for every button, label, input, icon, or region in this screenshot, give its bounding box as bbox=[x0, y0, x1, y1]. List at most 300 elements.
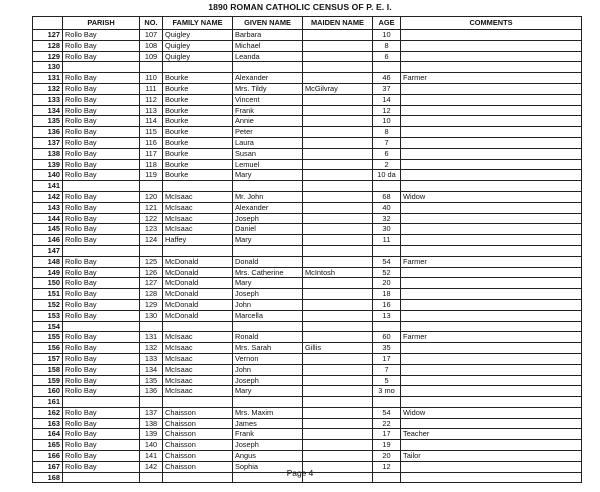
given-name-cell: Angus bbox=[233, 451, 303, 462]
comments-cell: Widow bbox=[401, 191, 582, 202]
table-row bbox=[33, 170, 582, 181]
no-cell: 134 bbox=[140, 364, 163, 375]
line-number: 143 bbox=[33, 202, 63, 213]
no-cell: 139 bbox=[140, 429, 163, 440]
page-number: Page 4 bbox=[286, 468, 314, 478]
line-number: 138 bbox=[33, 148, 63, 159]
line-number: 160 bbox=[33, 386, 63, 397]
parish-cell: Rollo Bay bbox=[63, 235, 140, 246]
no-cell: 118 bbox=[140, 159, 163, 170]
comments-cell bbox=[401, 83, 582, 94]
table-row bbox=[33, 256, 582, 267]
no-cell: 124 bbox=[140, 235, 163, 246]
age-cell: 17 bbox=[373, 353, 401, 364]
col-header-no: NO. bbox=[140, 17, 163, 30]
given-name-cell: John bbox=[233, 299, 303, 310]
comments-cell bbox=[401, 245, 582, 256]
table-row bbox=[33, 451, 582, 462]
maiden-name-cell bbox=[303, 451, 373, 462]
family-name-cell: McIsaac bbox=[163, 364, 233, 375]
family-name-cell: Bourke bbox=[163, 159, 233, 170]
given-name-cell bbox=[233, 62, 303, 73]
no-cell: 137 bbox=[140, 407, 163, 418]
no-cell: 141 bbox=[140, 451, 163, 462]
maiden-name-cell bbox=[303, 386, 373, 397]
parish-cell: Rollo Bay bbox=[63, 343, 140, 354]
parish-cell: Rollo Bay bbox=[63, 137, 140, 148]
age-cell: 20 bbox=[373, 451, 401, 462]
comments-cell bbox=[401, 127, 582, 138]
line-number: 158 bbox=[33, 364, 63, 375]
comments-cell bbox=[401, 440, 582, 451]
maiden-name-cell bbox=[303, 202, 373, 213]
age-cell: 68 bbox=[373, 191, 401, 202]
parish-cell: Rollo Bay bbox=[63, 364, 140, 375]
maiden-name-cell bbox=[303, 353, 373, 364]
no-cell bbox=[140, 181, 163, 192]
family-name-cell: Chaisson bbox=[163, 451, 233, 462]
parish-cell: Rollo Bay bbox=[63, 278, 140, 289]
age-cell: 10 bbox=[373, 30, 401, 41]
line-number: 140 bbox=[33, 170, 63, 181]
comments-cell bbox=[401, 353, 582, 364]
maiden-name-cell bbox=[303, 440, 373, 451]
comments-cell bbox=[401, 94, 582, 105]
age-cell: 10 da bbox=[373, 170, 401, 181]
family-name-cell: Bourke bbox=[163, 94, 233, 105]
parish-cell bbox=[63, 321, 140, 332]
table-row bbox=[33, 353, 582, 364]
given-name-cell: Mrs. Catherine bbox=[233, 267, 303, 278]
parish-cell: Rollo Bay bbox=[63, 30, 140, 41]
col-header-line bbox=[33, 17, 63, 30]
maiden-name-cell bbox=[303, 289, 373, 300]
line-number: 153 bbox=[33, 310, 63, 321]
page-title: 1890 ROMAN CATHOLIC CENSUS OF P. E. I. bbox=[208, 2, 392, 12]
age-cell: 46 bbox=[373, 73, 401, 84]
age-cell bbox=[373, 181, 401, 192]
given-name-cell: Michael bbox=[233, 40, 303, 51]
parish-cell: Rollo Bay bbox=[63, 202, 140, 213]
family-name-cell: Quigley bbox=[163, 51, 233, 62]
age-cell: 12 bbox=[373, 461, 401, 472]
line-number: 152 bbox=[33, 299, 63, 310]
parish-cell: Rollo Bay bbox=[63, 267, 140, 278]
no-cell: 116 bbox=[140, 137, 163, 148]
no-cell: 113 bbox=[140, 105, 163, 116]
family-name-cell: Bourke bbox=[163, 73, 233, 84]
family-name-cell: McIsaac bbox=[163, 224, 233, 235]
no-cell: 142 bbox=[140, 461, 163, 472]
age-cell: 6 bbox=[373, 148, 401, 159]
comments-cell bbox=[401, 386, 582, 397]
maiden-name-cell bbox=[303, 170, 373, 181]
age-cell: 7 bbox=[373, 364, 401, 375]
maiden-name-cell bbox=[303, 30, 373, 41]
age-cell: 14 bbox=[373, 94, 401, 105]
no-cell: 130 bbox=[140, 310, 163, 321]
line-number: 131 bbox=[33, 73, 63, 84]
family-name-cell bbox=[163, 397, 233, 408]
census-body bbox=[33, 30, 582, 483]
given-name-cell: Alexander bbox=[233, 202, 303, 213]
age-cell: 60 bbox=[373, 332, 401, 343]
family-name-cell: McIsaac bbox=[163, 332, 233, 343]
comments-cell bbox=[401, 310, 582, 321]
table-row bbox=[33, 429, 582, 440]
age-cell: 16 bbox=[373, 299, 401, 310]
header-row bbox=[33, 17, 582, 30]
no-cell: 123 bbox=[140, 224, 163, 235]
table-row bbox=[33, 245, 582, 256]
maiden-name-cell bbox=[303, 245, 373, 256]
parish-cell: Rollo Bay bbox=[63, 256, 140, 267]
given-name-cell: Peter bbox=[233, 127, 303, 138]
line-number: 145 bbox=[33, 224, 63, 235]
given-name-cell: Laura bbox=[233, 137, 303, 148]
comments-cell: Widow bbox=[401, 407, 582, 418]
given-name-cell: Susan bbox=[233, 148, 303, 159]
no-cell: 126 bbox=[140, 267, 163, 278]
maiden-name-cell bbox=[303, 364, 373, 375]
family-name-cell: McDonald bbox=[163, 310, 233, 321]
comments-cell bbox=[401, 289, 582, 300]
given-name-cell bbox=[233, 397, 303, 408]
maiden-name-cell bbox=[303, 105, 373, 116]
table-row bbox=[33, 289, 582, 300]
parish-cell: Rollo Bay bbox=[63, 332, 140, 343]
table-row bbox=[33, 40, 582, 51]
maiden-name-cell bbox=[303, 40, 373, 51]
age-cell: 6 bbox=[373, 51, 401, 62]
no-cell: 129 bbox=[140, 299, 163, 310]
age-cell: 8 bbox=[373, 127, 401, 138]
table-row bbox=[33, 278, 582, 289]
table-row bbox=[33, 62, 582, 73]
maiden-name-cell bbox=[303, 224, 373, 235]
age-cell: 17 bbox=[373, 429, 401, 440]
line-number: 166 bbox=[33, 451, 63, 462]
line-number: 141 bbox=[33, 181, 63, 192]
age-cell: 54 bbox=[373, 256, 401, 267]
line-number: 128 bbox=[33, 40, 63, 51]
parish-cell: Rollo Bay bbox=[63, 40, 140, 51]
given-name-cell: Daniel bbox=[233, 224, 303, 235]
line-number: 135 bbox=[33, 116, 63, 127]
table-row bbox=[33, 397, 582, 408]
table-row bbox=[33, 181, 582, 192]
maiden-name-cell bbox=[303, 116, 373, 127]
table-row bbox=[33, 418, 582, 429]
no-cell bbox=[140, 321, 163, 332]
given-name-cell: Mrs. Tildy bbox=[233, 83, 303, 94]
no-cell: 131 bbox=[140, 332, 163, 343]
no-cell: 117 bbox=[140, 148, 163, 159]
comments-cell bbox=[401, 213, 582, 224]
family-name-cell: Bourke bbox=[163, 170, 233, 181]
maiden-name-cell bbox=[303, 332, 373, 343]
family-name-cell bbox=[163, 181, 233, 192]
age-cell: 32 bbox=[373, 213, 401, 224]
no-cell: 125 bbox=[140, 256, 163, 267]
table-row bbox=[33, 202, 582, 213]
line-number: 149 bbox=[33, 267, 63, 278]
given-name-cell: Lemuel bbox=[233, 159, 303, 170]
line-number: 136 bbox=[33, 127, 63, 138]
comments-cell: Teacher bbox=[401, 429, 582, 440]
family-name-cell: Bourke bbox=[163, 83, 233, 94]
parish-cell: Rollo Bay bbox=[63, 418, 140, 429]
comments-cell bbox=[401, 202, 582, 213]
parish-cell: Rollo Bay bbox=[63, 73, 140, 84]
table-row bbox=[33, 51, 582, 62]
family-name-cell: Quigley bbox=[163, 30, 233, 41]
family-name-cell: McIsaac bbox=[163, 386, 233, 397]
given-name-cell: Sophia bbox=[233, 461, 303, 472]
line-number: 144 bbox=[33, 213, 63, 224]
maiden-name-cell bbox=[303, 73, 373, 84]
given-name-cell bbox=[233, 245, 303, 256]
family-name-cell: Haffey bbox=[163, 235, 233, 246]
table-row bbox=[33, 310, 582, 321]
table-row bbox=[33, 224, 582, 235]
line-number: 129 bbox=[33, 51, 63, 62]
family-name-cell: McIsaac bbox=[163, 353, 233, 364]
family-name-cell: McIsaac bbox=[163, 202, 233, 213]
census-table bbox=[32, 16, 582, 483]
age-cell bbox=[373, 62, 401, 73]
line-number: 156 bbox=[33, 343, 63, 354]
age-cell: 13 bbox=[373, 310, 401, 321]
maiden-name-cell bbox=[303, 278, 373, 289]
line-number: 167 bbox=[33, 461, 63, 472]
maiden-name-cell bbox=[303, 62, 373, 73]
maiden-name-cell bbox=[303, 159, 373, 170]
parish-cell: Rollo Bay bbox=[63, 170, 140, 181]
given-name-cell: Vernon bbox=[233, 353, 303, 364]
age-cell: 40 bbox=[373, 202, 401, 213]
parish-cell: Rollo Bay bbox=[63, 213, 140, 224]
table-row bbox=[33, 364, 582, 375]
no-cell bbox=[140, 62, 163, 73]
parish-cell: Rollo Bay bbox=[63, 94, 140, 105]
parish-cell: Rollo Bay bbox=[63, 461, 140, 472]
family-name-cell: Chaisson bbox=[163, 461, 233, 472]
table-row bbox=[33, 386, 582, 397]
comments-cell bbox=[401, 299, 582, 310]
given-name-cell: Joseph bbox=[233, 213, 303, 224]
parish-cell bbox=[63, 62, 140, 73]
given-name-cell: Frank bbox=[233, 429, 303, 440]
no-cell: 120 bbox=[140, 191, 163, 202]
comments-cell bbox=[401, 224, 582, 235]
comments-cell bbox=[401, 397, 582, 408]
parish-cell: Rollo Bay bbox=[63, 224, 140, 235]
table-row bbox=[33, 148, 582, 159]
maiden-name-cell bbox=[303, 429, 373, 440]
given-name-cell bbox=[233, 181, 303, 192]
given-name-cell: Annie bbox=[233, 116, 303, 127]
comments-cell bbox=[401, 343, 582, 354]
family-name-cell: Bourke bbox=[163, 148, 233, 159]
family-name-cell bbox=[163, 62, 233, 73]
col-header-family-name: FAMILY NAME bbox=[163, 17, 233, 30]
given-name-cell: Mr. John bbox=[233, 191, 303, 202]
table-row bbox=[33, 343, 582, 354]
no-cell: 110 bbox=[140, 73, 163, 84]
col-header-comments: COMMENTS bbox=[401, 17, 582, 30]
family-name-cell: Chaisson bbox=[163, 429, 233, 440]
given-name-cell: Mary bbox=[233, 235, 303, 246]
family-name-cell: Bourke bbox=[163, 105, 233, 116]
line-number: 146 bbox=[33, 235, 63, 246]
parish-cell: Rollo Bay bbox=[63, 159, 140, 170]
age-cell: 22 bbox=[373, 418, 401, 429]
parish-cell: Rollo Bay bbox=[63, 191, 140, 202]
line-number: 127 bbox=[33, 30, 63, 41]
given-name-cell: Joseph bbox=[233, 289, 303, 300]
no-cell: 136 bbox=[140, 386, 163, 397]
maiden-name-cell bbox=[303, 127, 373, 138]
family-name-cell bbox=[163, 321, 233, 332]
line-number: 162 bbox=[33, 407, 63, 418]
no-cell: 135 bbox=[140, 375, 163, 386]
line-number: 133 bbox=[33, 94, 63, 105]
col-header-given-name: GIVEN NAME bbox=[233, 17, 303, 30]
comments-cell: Farmer bbox=[401, 256, 582, 267]
parish-cell: Rollo Bay bbox=[63, 353, 140, 364]
parish-cell bbox=[63, 245, 140, 256]
line-number: 134 bbox=[33, 105, 63, 116]
maiden-name-cell bbox=[303, 235, 373, 246]
comments-cell bbox=[401, 159, 582, 170]
comments-cell: Tailor bbox=[401, 451, 582, 462]
comments-cell bbox=[401, 418, 582, 429]
family-name-cell: Bourke bbox=[163, 116, 233, 127]
table-row bbox=[33, 375, 582, 386]
no-cell: 140 bbox=[140, 440, 163, 451]
parish-cell: Rollo Bay bbox=[63, 310, 140, 321]
table-row bbox=[33, 213, 582, 224]
given-name-cell: James bbox=[233, 418, 303, 429]
line-number: 151 bbox=[33, 289, 63, 300]
age-cell: 52 bbox=[373, 267, 401, 278]
table-row bbox=[33, 191, 582, 202]
table-row bbox=[33, 137, 582, 148]
table-row bbox=[33, 116, 582, 127]
col-header-maiden-name: MAIDEN NAME bbox=[303, 17, 373, 30]
comments-cell bbox=[401, 321, 582, 332]
given-name-cell: Mrs. Sarah bbox=[233, 343, 303, 354]
parish-cell: Rollo Bay bbox=[63, 451, 140, 462]
age-cell: 30 bbox=[373, 224, 401, 235]
given-name-cell: Donald bbox=[233, 256, 303, 267]
given-name-cell: Joseph bbox=[233, 375, 303, 386]
line-number: 161 bbox=[33, 397, 63, 408]
line-number: 163 bbox=[33, 418, 63, 429]
maiden-name-cell bbox=[303, 407, 373, 418]
family-name-cell: McIsaac bbox=[163, 213, 233, 224]
family-name-cell: McDonald bbox=[163, 299, 233, 310]
table-row bbox=[33, 30, 582, 41]
age-cell: 20 bbox=[373, 278, 401, 289]
comments-cell bbox=[401, 235, 582, 246]
comments-cell bbox=[401, 148, 582, 159]
maiden-name-cell bbox=[303, 299, 373, 310]
line-number: 155 bbox=[33, 332, 63, 343]
given-name-cell: Ronald bbox=[233, 332, 303, 343]
line-number: 154 bbox=[33, 321, 63, 332]
given-name-cell: Leanda bbox=[233, 51, 303, 62]
table-row bbox=[33, 94, 582, 105]
maiden-name-cell bbox=[303, 181, 373, 192]
line-number: 130 bbox=[33, 62, 63, 73]
line-number: 157 bbox=[33, 353, 63, 364]
given-name-cell: John bbox=[233, 364, 303, 375]
family-name-cell: Chaisson bbox=[163, 440, 233, 451]
parish-cell: Rollo Bay bbox=[63, 105, 140, 116]
table-row bbox=[33, 267, 582, 278]
age-cell: 10 bbox=[373, 116, 401, 127]
no-cell: 128 bbox=[140, 289, 163, 300]
family-name-cell: McIsaac bbox=[163, 191, 233, 202]
family-name-cell: Chaisson bbox=[163, 418, 233, 429]
parish-cell: Rollo Bay bbox=[63, 148, 140, 159]
maiden-name-cell bbox=[303, 51, 373, 62]
comments-cell bbox=[401, 137, 582, 148]
maiden-name-cell bbox=[303, 256, 373, 267]
parish-cell: Rollo Bay bbox=[63, 51, 140, 62]
table-row bbox=[33, 332, 582, 343]
age-cell bbox=[373, 245, 401, 256]
no-cell: 132 bbox=[140, 343, 163, 354]
age-cell: 11 bbox=[373, 235, 401, 246]
family-name-cell: McDonald bbox=[163, 278, 233, 289]
no-cell: 109 bbox=[140, 51, 163, 62]
parish-cell: Rollo Bay bbox=[63, 386, 140, 397]
age-cell: 19 bbox=[373, 440, 401, 451]
line-number: 142 bbox=[33, 191, 63, 202]
comments-cell: Farmer bbox=[401, 332, 582, 343]
col-header-parish: PARISH bbox=[63, 17, 140, 30]
comments-cell bbox=[401, 105, 582, 116]
age-cell bbox=[373, 397, 401, 408]
table-row bbox=[33, 73, 582, 84]
no-cell: 107 bbox=[140, 30, 163, 41]
no-cell bbox=[140, 397, 163, 408]
parish-cell: Rollo Bay bbox=[63, 127, 140, 138]
parish-cell: Rollo Bay bbox=[63, 375, 140, 386]
maiden-name-cell bbox=[303, 397, 373, 408]
age-cell bbox=[373, 321, 401, 332]
comments-cell bbox=[401, 51, 582, 62]
age-cell: 3 mo bbox=[373, 386, 401, 397]
line-number: 150 bbox=[33, 278, 63, 289]
line-number: 132 bbox=[33, 83, 63, 94]
age-cell: 7 bbox=[373, 137, 401, 148]
col-header-age: AGE bbox=[373, 17, 401, 30]
line-number: 165 bbox=[33, 440, 63, 451]
table-row bbox=[33, 127, 582, 138]
maiden-name-cell bbox=[303, 310, 373, 321]
parish-cell: Rollo Bay bbox=[63, 407, 140, 418]
family-name-cell: McDonald bbox=[163, 267, 233, 278]
family-name-cell: McDonald bbox=[163, 256, 233, 267]
table-row bbox=[33, 299, 582, 310]
maiden-name-cell bbox=[303, 137, 373, 148]
parish-cell: Rollo Bay bbox=[63, 116, 140, 127]
line-number: 159 bbox=[33, 375, 63, 386]
